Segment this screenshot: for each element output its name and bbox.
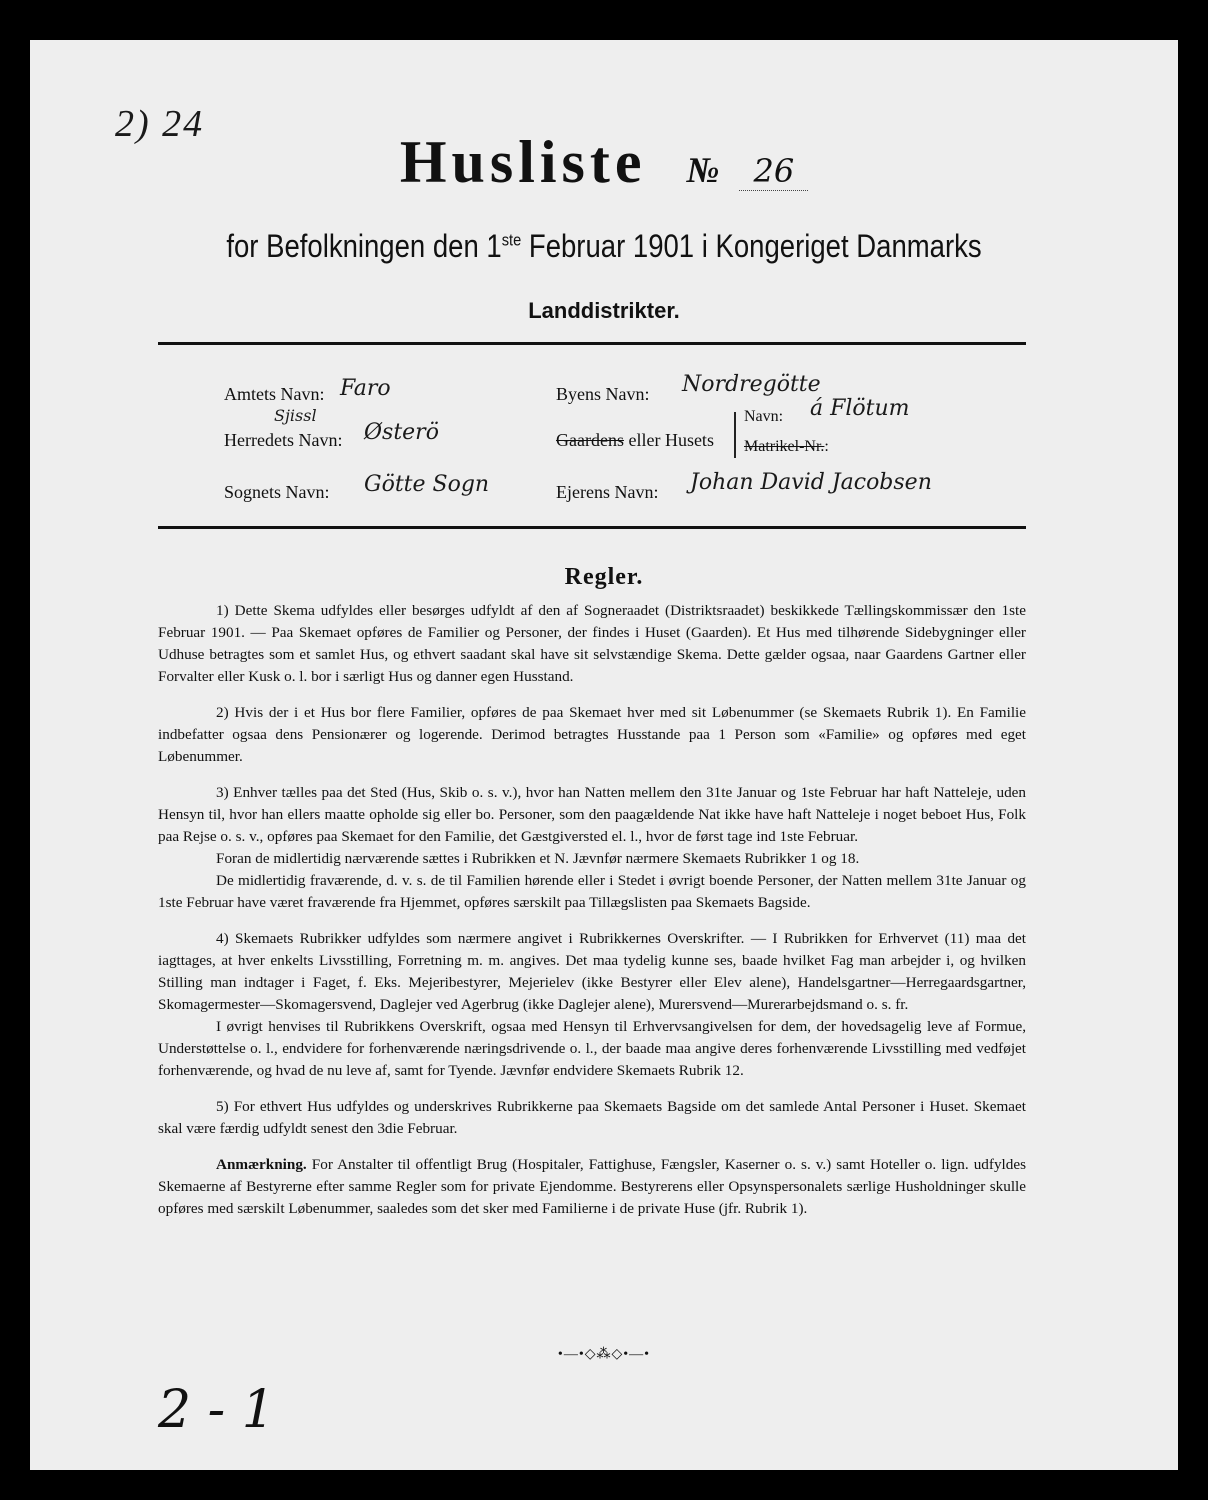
ornament: •—•◇⁂◇•—• bbox=[557, 1347, 651, 1362]
form-title bbox=[30, 128, 1178, 197]
by-value: Nordregötte bbox=[682, 372, 821, 397]
divider-bottom bbox=[158, 526, 1026, 529]
amt-value: Faro bbox=[340, 376, 391, 401]
rules-list bbox=[158, 600, 1026, 1220]
remark: Anmærkning. For Anstalter til offentligt Brug (Hospitaler, Fattighuse, Fængsler, Kaserner o. s. v.) samt Hoteller o. lign. udfyldes Skemaerne af Bestyrerne efter samme Regler som for private Ejendomme. Bestyrerens eller Opsynspersonalets særlige Husholdninger skulle opføres med særskilt Løbenummer, saaledes som det sker med Familierne i de private Huse (jfr. Rubrik 1). bbox=[158, 1156, 1026, 1217]
rule-4: 4) Skemaets Rubrikker udfyldes som nærmere angivet i Rubrikkernes Overskrifter. — I Rubrikken for Erhvervet (11) maa det iagttages, at hver enkelts Livsstilling, Forretning m. m. angives. Det maa tydelig kunne ses, baade hvilket Fag man arbejder i, og hvilken Stilling man indtager i Faget, f. Eks. Mejeribestyrer, Mejerielev (ikke Bestyrer eller Elev alene), Handelsgartner—Herregaardsgartner, Skomagermester—Skomagersvend, Daglejer ved Agerbrug (ikke Daglejer alene), Murersvend—Murerarbejdsmand o. s. fr. bbox=[158, 930, 1026, 1013]
rule-1: 1) Dette Skema udfyldes eller besørges udfyldt af den af Sogneraadet (Distriktsraadet) beskikkede Tællingskommissær den 1ste Februar 1901. — Paa Skemaet opføres de Familier og Personer, der findes i Huset (Gaarden). Et Hus med tilhørende Sidebygninger eller Udhuse betragtes som et samlet Hus, og ethvert saadant skal have sit selvstændige Skema. Dette gælder ogsaa, naar Gaardens Gartner eller Forvalter eller Kusk o. l. bor i særligt Hus og danner egen Husstand. bbox=[158, 602, 1027, 685]
subtitle-part-b: Februar 1901 i Kongeriget Danmarks bbox=[521, 228, 982, 264]
rule-3: 3) Enhver tælles paa det Sted (Hus, Skib o. s. v.), hvor han Natten mellem den 31te Januar og 1ste Februar har haft Natteleje, uden Hensyn til, hvor han ellers maatte opholde sig eller bo. Personer, som den paagældende Nat ikke have haft Natteleje i noget beboet Hus, Folk paa Rejse o. s. v., opføres paa Skemaet for den Familie, det Gæstgiversted el. l., hvor de først tage ind 1ste Februar. bbox=[158, 784, 1026, 845]
subtitle-superscript: ste bbox=[501, 230, 522, 250]
ejer-value: Johan David Jacobsen bbox=[690, 470, 932, 495]
gaard-label-row bbox=[556, 430, 714, 451]
herred-prefix: Sjissl bbox=[274, 406, 317, 425]
herred-value: Østerö bbox=[364, 420, 439, 445]
corner-number: 2) 24 bbox=[115, 103, 205, 145]
rule-5: 5) For ethvert Hus udfyldes og underskrives Rubrikkerne paa Skemaets Bagside om det samlede Antal Personer i Huset. Skemaet skal være færdig udfyldt senest den 3die Februar. bbox=[158, 1098, 1027, 1137]
matrikel-row bbox=[744, 438, 829, 456]
gaard-label: eller Husets bbox=[628, 430, 714, 450]
handwritten-footnote: 2 - 1 bbox=[158, 1380, 275, 1440]
title-text: Husliste bbox=[399, 129, 647, 195]
amt-label: Amtets Navn: bbox=[224, 384, 325, 404]
matrikel-label: Matrikel-Nr. bbox=[744, 438, 825, 455]
form-subtitle bbox=[110, 228, 1097, 265]
ejer-label: Ejerens Navn: bbox=[556, 482, 659, 502]
sogn-label: Sognets Navn: bbox=[224, 482, 330, 502]
navn-label: Navn: bbox=[744, 408, 784, 425]
brace bbox=[734, 412, 736, 458]
by-label: Byens Navn: bbox=[556, 384, 650, 404]
rule-3-note-b: De midlertidig fraværende, d. v. s. de til Familien hørende eller i Stedet i øvrigt boende Personer, der Natten mellem 31te Januar og 1ste Februar have været fraværende fra Hjemmet, opføres særskilt paa Tillægslisten paa Skemaets Bagside. bbox=[158, 872, 1026, 911]
rule-4-note: I øvrigt henvises til Rubrikkens Overskrift, ogsaa med Hensyn til Erhvervsangivelsen for dem, der hovedsagelig leve af Formue, Understøttelse o. l., endvidere for forhenværende næringsdrivende o. l., der baade maa angive deres forhenværende Livsstilling med vedføjet forhenværende, og hvad de nu leve af, samt for Tyende. Jævnfør endvidere Skemaets Rubrik 12. bbox=[158, 1018, 1026, 1079]
sogn-value: Götte Sogn bbox=[364, 472, 490, 497]
subtitle-part-a: for Befolkningen den 1 bbox=[226, 228, 502, 264]
rules-heading: Regler. bbox=[564, 564, 644, 590]
herred-label: Herredets Navn: bbox=[224, 430, 343, 450]
gaard-struck: Gaardens bbox=[556, 430, 624, 450]
number-value: 26 bbox=[739, 152, 808, 191]
number-label: № bbox=[686, 150, 720, 190]
divider-top bbox=[158, 342, 1026, 345]
rule-2: 2) Hvis der i et Hus bor flere Familier, opføres de paa Skemaet hver med sit Løbenummer (se Skemaets Rubrik 1). En Familie indbefatter ogsaa dens Pensionærer og logerende. Derimod betragtes Husstande paa 1 Person som «Familie» og opføres med eget Løbenummer. bbox=[158, 704, 1027, 765]
matrikel-colon: : bbox=[824, 438, 829, 455]
navn-value: á Flötum bbox=[810, 396, 910, 421]
rule-3-note-a: Foran de midlertidig nærværende sættes i Rubrikken et N. Jævnfør nærmere Skemaets Rubrikker 1 og 18. bbox=[216, 850, 860, 867]
form-subtitle-district: Landdistrikter. bbox=[528, 298, 680, 323]
census-form-page bbox=[30, 40, 1178, 1470]
